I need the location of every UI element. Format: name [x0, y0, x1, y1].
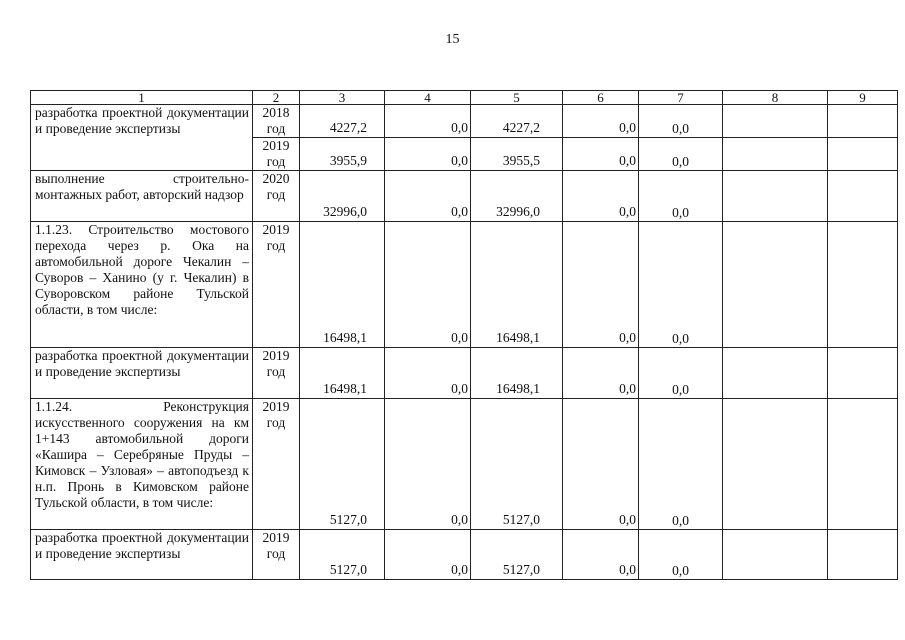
value-col6: 0,0	[563, 171, 639, 222]
value-col9	[828, 105, 898, 138]
value-col4: 0,0	[385, 222, 471, 348]
value-col7: 0,0	[639, 399, 723, 530]
value-col5: 3955,5	[471, 138, 563, 171]
year-cell	[253, 105, 300, 138]
budget-table	[30, 90, 898, 580]
value-col5: 5127,0	[471, 530, 563, 580]
row-description: разработка проектной документации и проведение экспертизы	[31, 348, 253, 399]
table-row	[31, 348, 898, 399]
value-col7: 0,0	[639, 348, 723, 399]
col-header-8: 8	[723, 91, 828, 105]
year-unit: год	[266, 546, 286, 561]
year-unit: год	[266, 364, 286, 379]
value-col4: 0,0	[385, 348, 471, 399]
value-col4: 0,0	[385, 530, 471, 580]
year-value: 2019	[262, 399, 290, 414]
year-cell	[253, 530, 300, 580]
year-unit: год	[266, 154, 286, 169]
value-col9	[828, 348, 898, 399]
year-value: 2018	[262, 105, 290, 120]
value-col6: 0,0	[563, 138, 639, 171]
col-header-2: 2	[253, 91, 300, 105]
value-col5: 5127,0	[471, 399, 563, 530]
value-col8	[723, 138, 828, 171]
value-col3: 16498,1	[300, 222, 385, 348]
row-description: 1.1.23. Строительство мостового перехода через р. Ока на автомобильной дороге Чекалин – Суворов – Ханино (у г. Чекалин) в Суворовском районе Тульской области, в том числе:	[31, 222, 253, 348]
year-cell	[253, 399, 300, 530]
year-cell	[253, 222, 300, 348]
value-col6: 0,0	[563, 105, 639, 138]
value-col7: 0,0	[639, 222, 723, 348]
col-header-9: 9	[828, 91, 898, 105]
col-header-1: 1	[31, 91, 253, 105]
year-cell	[253, 138, 300, 171]
value-col8	[723, 105, 828, 138]
value-col8	[723, 530, 828, 580]
year-cell	[253, 348, 300, 399]
value-col4: 0,0	[385, 399, 471, 530]
value-col8	[723, 399, 828, 530]
value-col6: 0,0	[563, 348, 639, 399]
year-unit: год	[266, 238, 286, 253]
row-description: разработка проектной документации и проведение экспертизы	[31, 530, 253, 580]
value-col5: 16498,1	[471, 348, 563, 399]
year-cell	[253, 171, 300, 222]
year-value: 2019	[262, 138, 290, 153]
value-col3: 5127,0	[300, 530, 385, 580]
header-row	[31, 91, 898, 105]
row-description: 1.1.24. Реконструкция искусственного сооружения на км 1+143 автомобильной дороги «Кашира – Серебряные Пруды – Кимовск – Узловая» – автоподъезд к н.п. Пронь в Кимовском районе Тульской области, в том числе:	[31, 399, 253, 530]
table-row	[31, 399, 898, 530]
col-header-4: 4	[385, 91, 471, 105]
value-col7: 0,0	[639, 530, 723, 580]
value-col7: 0,0	[639, 171, 723, 222]
value-col7: 0,0	[639, 105, 723, 138]
value-col5: 32996,0	[471, 171, 563, 222]
value-col8	[723, 348, 828, 399]
year-value: 2020	[262, 171, 290, 186]
value-col3: 4227,2	[300, 105, 385, 138]
table-row	[31, 105, 898, 138]
value-col3: 16498,1	[300, 348, 385, 399]
col-header-7: 7	[639, 91, 723, 105]
year-value: 2019	[262, 222, 290, 237]
year-unit: год	[266, 187, 286, 202]
col-header-3: 3	[300, 91, 385, 105]
value-col9	[828, 138, 898, 171]
value-col9	[828, 222, 898, 348]
col-header-5: 5	[471, 91, 563, 105]
value-col3: 5127,0	[300, 399, 385, 530]
value-col8	[723, 222, 828, 348]
year-value: 2019	[262, 348, 290, 363]
value-col8	[723, 171, 828, 222]
table-row	[31, 171, 898, 222]
value-col9	[828, 530, 898, 580]
table-row	[31, 530, 898, 580]
value-col4: 0,0	[385, 171, 471, 222]
value-col6: 0,0	[563, 222, 639, 348]
page-number: 15	[445, 32, 460, 47]
value-col5: 16498,1	[471, 222, 563, 348]
year-unit: год	[266, 415, 286, 430]
value-col9	[828, 171, 898, 222]
col-header-6: 6	[563, 91, 639, 105]
value-col9	[828, 399, 898, 530]
value-col3: 32996,0	[300, 171, 385, 222]
year-unit: год	[266, 121, 286, 136]
row-description: разработка проектной документации и проведение экспертизы	[31, 105, 253, 171]
row-description: выполнение строительно-монтажных работ, авторский надзор	[31, 171, 253, 222]
value-col4: 0,0	[385, 105, 471, 138]
value-col7: 0,0	[639, 138, 723, 171]
value-col4: 0,0	[385, 138, 471, 171]
table-row	[31, 222, 898, 348]
value-col6: 0,0	[563, 399, 639, 530]
year-value: 2019	[262, 530, 290, 545]
value-col3: 3955,9	[300, 138, 385, 171]
value-col6: 0,0	[563, 530, 639, 580]
value-col5: 4227,2	[471, 105, 563, 138]
